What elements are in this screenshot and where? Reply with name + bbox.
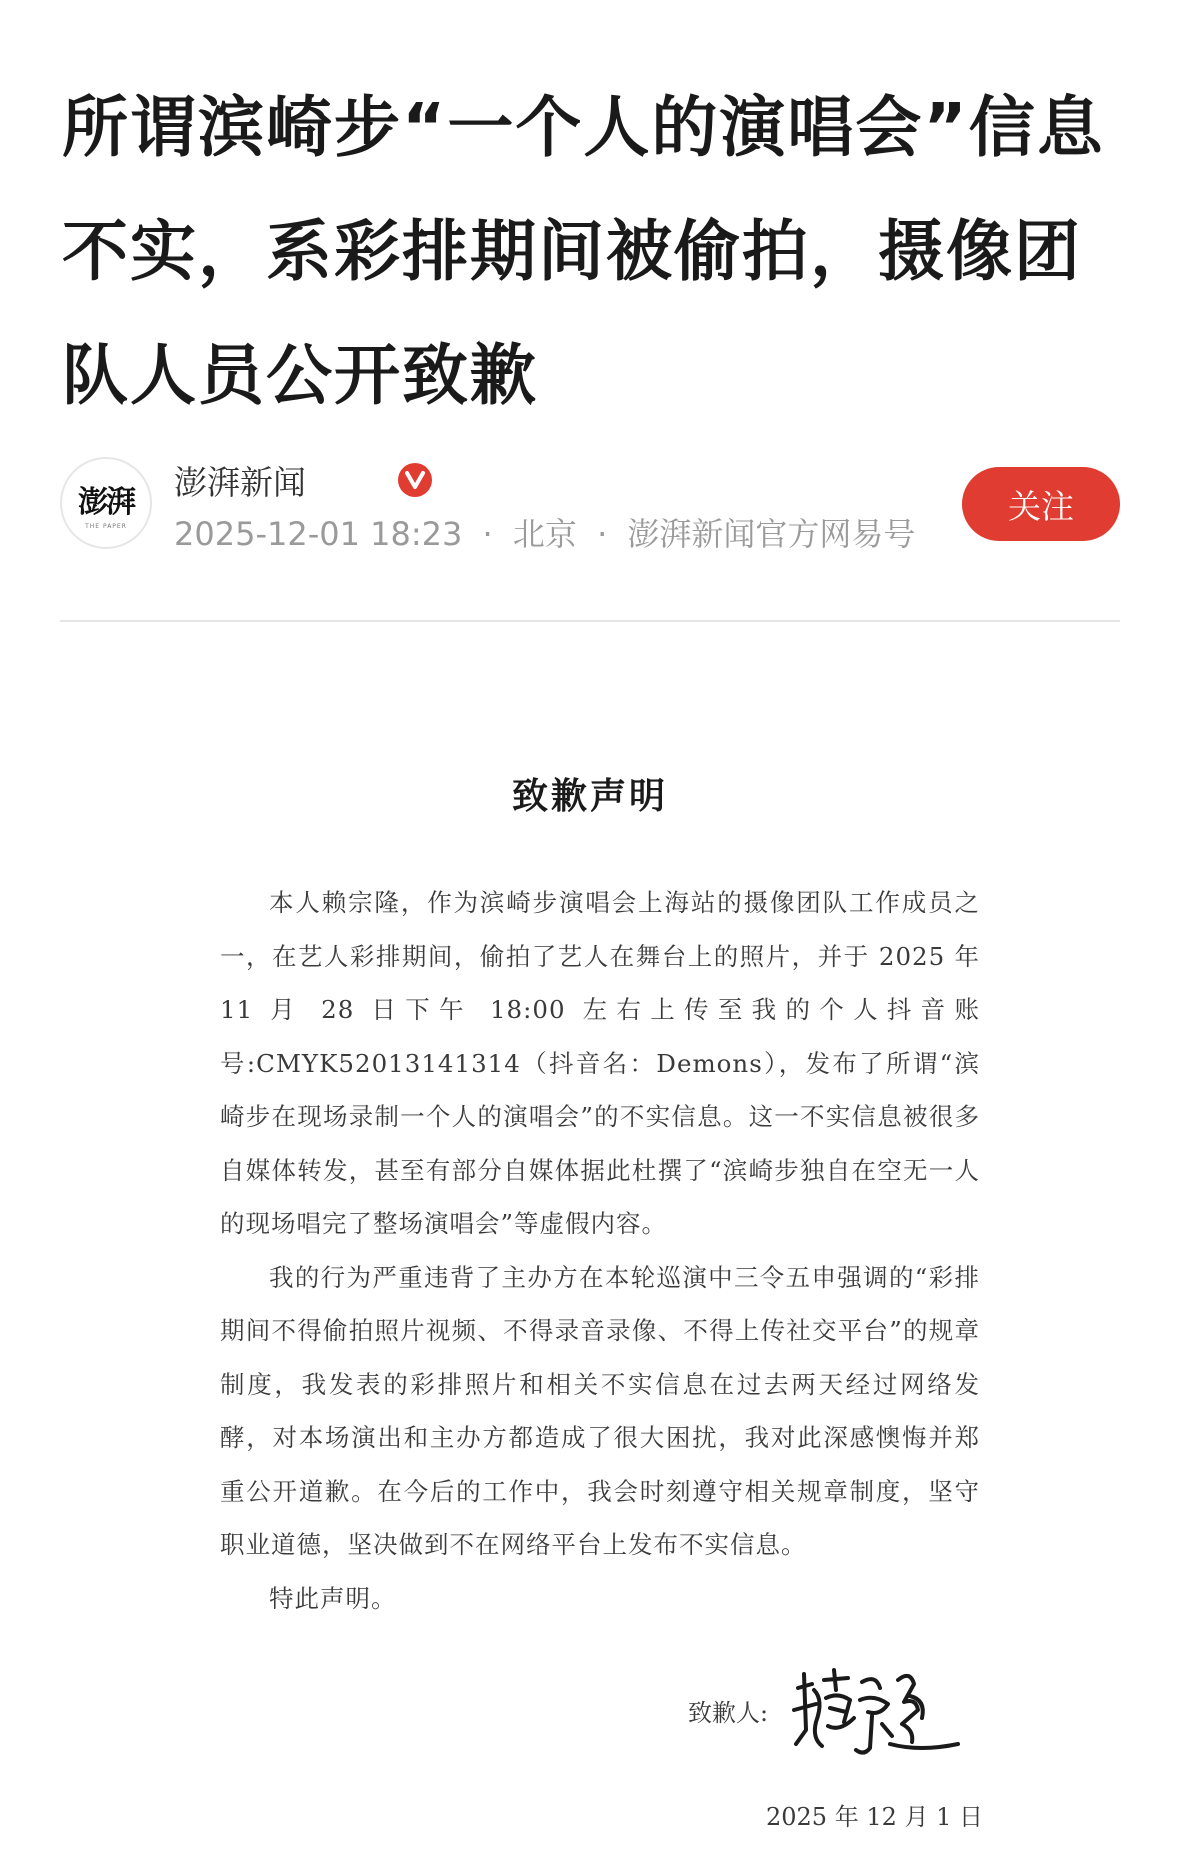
publish-location: 北京: [512, 515, 577, 553]
meta-separator: ·: [482, 515, 493, 553]
avatar[interactable]: [60, 457, 152, 549]
source-name[interactable]: 澎湃新闻: [174, 463, 306, 502]
statement-paragraph: 本人赖宗隆，作为滨崎步演唱会上海站的摄像团队工作成员之一，在艺人彩排期间，偷拍了艺人在舞台上的照片，并于 2025 年 11 月 28 日下午 18:00 左右上传至我的个人抖音账号:CMYK52013141314（抖音名：Demons），发布了所谓“滨崎步在现场录制一个人的演唱会”的不实信息。这一不实信息被很多自媒体转发，甚至有部分自媒体据此杜撰了“滨崎步独自在空无一人的现场唱完了整场演唱会”等虚假内容。: [220, 888, 980, 1238]
signatory-label: 致歉人:: [688, 1699, 769, 1727]
divider: [60, 620, 1120, 622]
meta-separator: ·: [597, 515, 608, 553]
statement-paragraph: 我的行为严重违背了主办方在本轮巡演中三令五申强调的“彩排期间不得偷拍照片视频、不得录音录像、不得上传社交平台”的规章制度，我发表的彩排照片和相关不实信息在过去两天经过网络发酵，对本场演出和主办方都造成了很大困扰，我对此深感懊悔并郑重公开道歉。在今后的工作中，我会时刻遵守相关规章制度，坚守职业道德，坚决做到不在网络平台上发布不实信息。: [220, 1262, 980, 1559]
statement-date: 2025 年 12 月 1 日: [766, 1803, 984, 1831]
apology-statement-image[interactable]: [60, 640, 1120, 1852]
verified-icon: [398, 463, 432, 497]
avatar-logo-subtext: THE PAPER: [85, 522, 127, 530]
statement-body: [220, 876, 980, 1625]
publish-time: 2025-12-01 18:23: [174, 515, 463, 553]
article-headline: 所谓滨崎步“一个人的演唱会”信息不实，系彩排期间被偷拍，摄像团队人员公开致歉: [62, 89, 1105, 415]
handwritten-signature: [790, 1660, 960, 1764]
statement-title: 致歉声明: [511, 775, 668, 817]
follow-button[interactable]: 关注: [962, 467, 1120, 541]
avatar-logo-text: 澎湃: [78, 484, 134, 520]
statement-paragraph: 特此声明。: [269, 1583, 397, 1613]
publish-channel: 澎湃新闻官方网易号: [627, 515, 916, 553]
article-meta: [174, 509, 915, 555]
author-row: [60, 455, 1120, 555]
